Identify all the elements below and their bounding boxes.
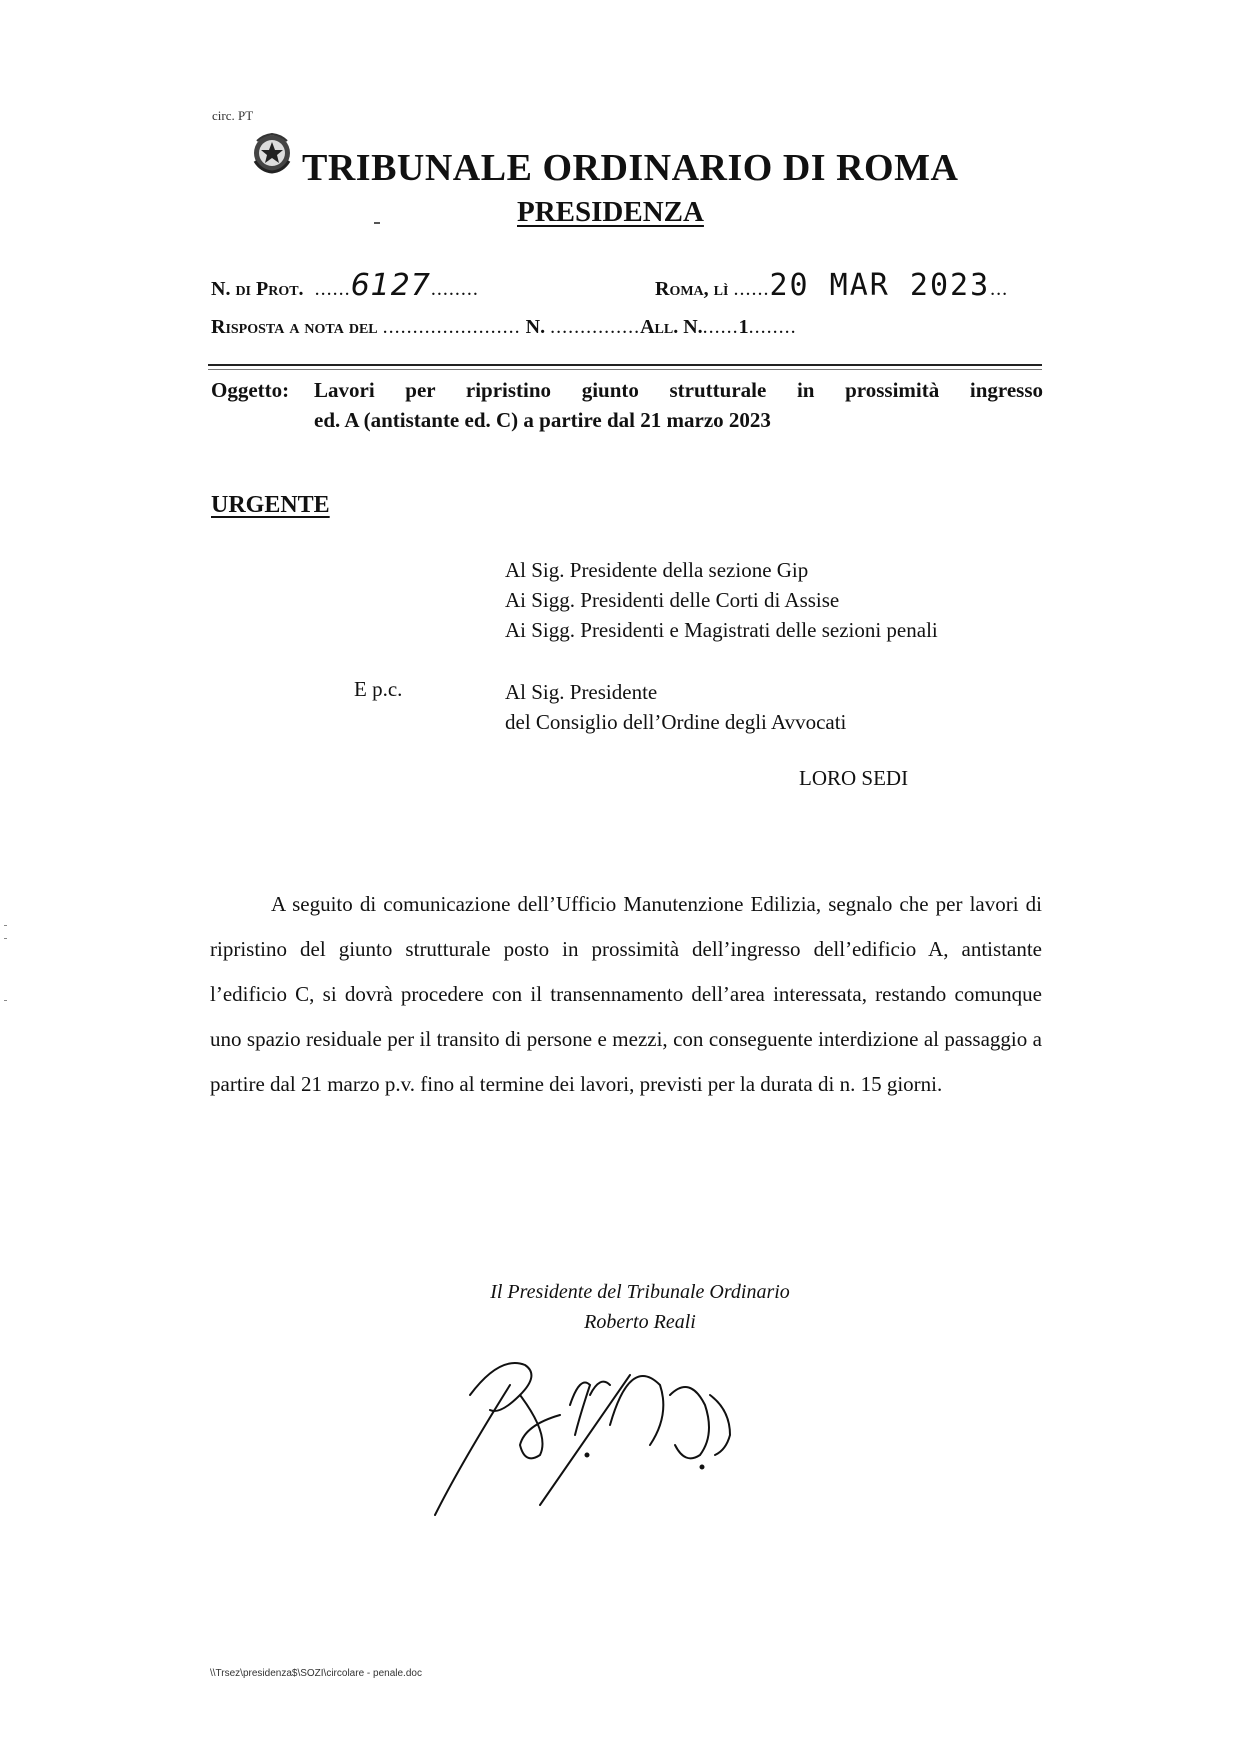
divider-rule <box>208 364 1042 366</box>
urgency-heading: URGENTE <box>211 492 330 518</box>
attachments-label: All. N. <box>640 316 703 338</box>
copy-to-label: E p.c. <box>354 677 403 701</box>
copy-to-recipients <box>505 677 846 737</box>
place-label: Roma, lì <box>655 278 729 300</box>
recipient-line: Al Sig. Presidente della sezione Gip <box>505 558 809 582</box>
signature-block <box>380 1277 900 1337</box>
subject-line-1: Lavori per ripristino giunto strutturale in prossimità ingresso <box>314 378 1043 402</box>
attachments-value: 1 <box>738 316 749 338</box>
circ-reference: circ. PT <box>212 108 254 123</box>
subject-label: Oggetto: <box>211 378 290 402</box>
signatory-title: Il Presidente del Tribunale Ordinario <box>490 1281 790 1303</box>
office-title: PRESIDENZA <box>517 196 704 228</box>
signatory-name: Roberto Reali <box>584 1311 696 1333</box>
scan-speck <box>374 222 380 224</box>
recipients-list <box>505 555 938 645</box>
reply-row: Risposta a nota del ....................... N. ...............All. N.......1........ <box>211 316 797 338</box>
protocol-label: N. di Prot. <box>211 278 304 300</box>
margin-speck <box>4 925 7 926</box>
protocol-number-row: N. di Prot. ......6127........ <box>211 268 479 303</box>
date-stamp: 20 MAR 2023 <box>769 268 991 303</box>
copy-to-line: del Consiglio dell’Ordine degli Avvocati <box>505 710 847 734</box>
recipient-line: Ai Sigg. Presidenti e Magistrati delle sezioni penali <box>505 618 938 642</box>
divider-rule-thin <box>208 369 1042 370</box>
recipient-line: Ai Sigg. Presidenti delle Corti di Assise <box>505 588 840 612</box>
handwritten-signature <box>430 1335 810 1525</box>
place-date-row: Roma, lì ......20 MAR 2023... <box>655 268 1009 303</box>
court-name: TRIBUNALE ORDINARIO DI ROMA <box>302 147 959 189</box>
n-label: N. <box>525 316 546 338</box>
republic-emblem-icon <box>251 131 293 175</box>
file-path-footer: \\Trsez\presidenza$\SOZI\circolare - penale.doc <box>210 1668 422 1679</box>
body-paragraph: A seguito di comunicazione dell’Ufficio Manutenzione Edilizia, segnalo che per lavori di ripristino del giunto strutturale posto in prossimità dell’ingresso dell’edificio A, antistante l’edificio C, si dovrà procedere con il transennamento dell’area interessata, restando comunque uno spazio residuale per il transito di persone e mezzi, con conseguente interdizione al passaggio a partire dal 21 marzo p.v. fino al termine dei lavori, previsti per la durata di n. 15 giorni. <box>210 892 1042 1096</box>
margin-speck <box>4 938 7 939</box>
reply-label: Risposta a nota del <box>211 316 378 338</box>
subject-block <box>211 375 1043 435</box>
protocol-number: 6127 <box>350 268 431 303</box>
loro-sedi: LORO SEDI <box>799 766 909 790</box>
copy-to-line: Al Sig. Presidente <box>505 680 658 704</box>
subject-line-2: ed. A (antistante ed. C) a partire dal 21 marzo 2023 <box>314 408 771 432</box>
margin-speck <box>4 1000 7 1001</box>
